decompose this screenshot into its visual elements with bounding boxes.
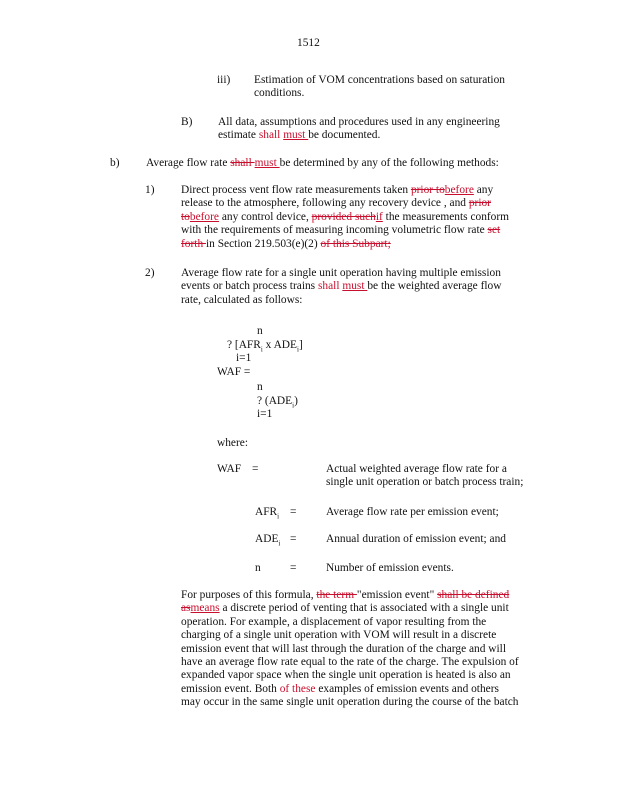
text-run: in Section 219.503(e)(2) (206, 237, 321, 250)
def-ade-name: ADE (255, 533, 279, 545)
method1-text (181, 184, 509, 251)
deleted-as: as (181, 602, 191, 615)
method2-line1: Average flow rate for a single unit operation having multiple emission (181, 267, 501, 279)
revision-shall: shall (317, 280, 343, 293)
text-run: release to the atmosphere, following any recovery device , and (181, 197, 469, 210)
formula-i1-bottom: i=1 (257, 408, 273, 420)
subscript-i: i (296, 345, 299, 354)
deleted-the-term: the term (316, 589, 357, 601)
inserted-if: if (375, 210, 383, 223)
formula-n-bottom: n (257, 381, 263, 393)
text-run: a discrete period of venting that is associated with a single unit (219, 602, 509, 615)
item-b-upper-text (218, 116, 500, 143)
revision-of-these: of these (279, 682, 316, 695)
denominator-sum: ? (ADE (257, 395, 293, 407)
item-b-lower-label: b) (110, 157, 120, 169)
method2-line3: rate, calculated as follows: (181, 293, 303, 306)
final-line2 (181, 602, 519, 615)
inserted-before: before (189, 210, 219, 223)
def-ade-text: Annual duration of emission event; and (326, 533, 506, 545)
where-label: where: (217, 437, 248, 449)
item-b-upper-line2 (218, 129, 500, 142)
item-iii-line2: conditions. (254, 87, 305, 100)
def-afr-text: Average flow rate per emission event; (326, 506, 499, 518)
text-run: be the weighted average flow (367, 280, 502, 293)
item-iii-text (254, 74, 505, 101)
deleted-provided-such: provided such (311, 210, 376, 223)
method1-line1 (181, 184, 509, 197)
text-run: events or batch process trains (181, 280, 318, 293)
def-waf-symbol: WAF (217, 463, 242, 475)
def-afr-name: AFR (255, 506, 278, 518)
text-run: be determined by any of the following methods: (279, 157, 499, 169)
revision-shall: shall (258, 129, 284, 142)
method2-line2 (181, 280, 501, 293)
text-run: be documented. (308, 129, 381, 142)
numerator-close: ] (298, 339, 303, 351)
subscript-i: i (260, 345, 263, 354)
deleted-set: set (487, 224, 501, 237)
final-line8 (181, 683, 519, 696)
deleted-shall-be-defined: shall be defined (437, 589, 510, 601)
revision-must: must (283, 129, 309, 142)
def-waf-text (326, 463, 523, 490)
item-iii-label: iii) (217, 74, 231, 86)
subscript-i: i (292, 401, 295, 410)
def-ade-eq: = (290, 533, 297, 545)
inserted-before: before (444, 184, 474, 196)
formula-waf-equals: WAF = (217, 366, 251, 378)
text-run: estimate (218, 129, 259, 142)
def-waf-line1: Actual weighted average flow rate for a (326, 463, 507, 475)
deleted-semicolon: ; (387, 237, 391, 250)
numerator-ade: x ADE (262, 339, 297, 351)
item-iii-line1: Estimation of VOM concentrations based on saturation (254, 74, 505, 86)
final-line1 (181, 589, 519, 602)
final-line7: expanded vapor space when the single unit operation is heated is also an (181, 669, 511, 682)
formula-n-top: n (257, 325, 263, 337)
item-b-lower-text (146, 157, 499, 170)
def-n-eq: = (290, 562, 297, 574)
def-afr-eq: = (290, 506, 297, 518)
text-run: Average flow rate (146, 157, 231, 169)
text-run: any control device, (218, 210, 312, 223)
def-ade-symbol (255, 533, 280, 551)
text-run: Direct process vent flow rate measurements taken (181, 184, 411, 196)
text-run: with the requirements of measuring incoming volumetric flow rate (181, 224, 488, 237)
method1-label: 1) (145, 184, 155, 196)
final-line6: have an average flow rate equal to the rate of the charge. The expulsion of (181, 656, 519, 669)
final-line4: charging of a single unit operation with VOM will result in a discrete (181, 629, 497, 642)
text-run: examples of emission events and others (315, 682, 499, 695)
method1-line3 (181, 211, 509, 224)
page-number: 1512 (297, 37, 320, 49)
deleted-shall: shall (230, 157, 255, 169)
numerator-sum: ? [AFR (227, 339, 261, 351)
denominator-close: ) (294, 395, 298, 407)
deleted-of-this-subpart: of this Subpart (320, 237, 388, 250)
text-run: emission event. Both (181, 682, 280, 695)
def-n-text: Number of emission events. (326, 562, 454, 574)
text-run: the measurements conform (382, 210, 510, 223)
text-run: any (473, 184, 494, 196)
inserted-must: must (254, 157, 280, 169)
revision-must: must (342, 280, 368, 293)
subscript-i: i (277, 512, 280, 521)
item-b-upper-label: B) (181, 116, 193, 128)
deleted-to: to (181, 210, 190, 223)
final-line5: emission event that will last through the duration of the charge and will (181, 642, 506, 655)
method1-line2 (181, 197, 509, 210)
subscript-i: i (278, 539, 281, 548)
item-b-upper-line1: All data, assumptions and procedures used in any engineering (218, 116, 500, 128)
text-run: For purposes of this formula, (181, 589, 317, 601)
final-line3: operation. For example, a displacement of vapor resulting from the (181, 615, 487, 628)
method2-text (181, 267, 501, 307)
deleted-prior-to: prior to (410, 184, 445, 196)
formula-i1-top: i=1 (236, 352, 252, 364)
def-afr-symbol (255, 506, 279, 524)
method1-line4 (181, 224, 509, 237)
deleted-forth: forth (181, 237, 206, 250)
method1-line5 (181, 238, 509, 251)
method2-label: 2) (145, 267, 155, 279)
final-paragraph (181, 589, 519, 710)
text-run: "emission event" (356, 589, 438, 601)
def-waf-line2: single unit operation or batch process train; (326, 476, 524, 489)
def-waf-eq: = (252, 463, 259, 475)
final-line9: may occur in the same single unit operation during the course of the batch (181, 696, 519, 709)
inserted-means: means (190, 602, 220, 615)
def-n-symbol: n (255, 562, 261, 574)
deleted-prior: prior (468, 197, 491, 210)
